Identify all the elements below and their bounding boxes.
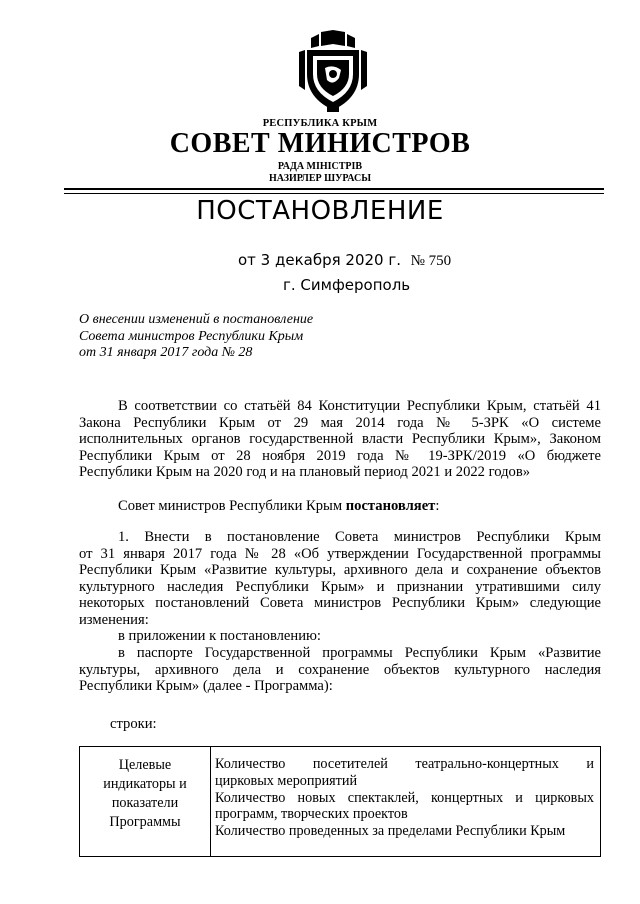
date-line	[238, 251, 451, 270]
resolves-keyword: постановляет	[345, 498, 436, 514]
paragraph-line: культурного наследия Республики Крым» и признании утратившими силу	[79, 578, 601, 595]
paragraph-line: В соответствии со статьёй 84 Конституции Республики Крым, статьёй 41	[118, 398, 601, 414]
document-subject	[79, 312, 313, 362]
cell-line: Целевые	[118, 757, 172, 773]
document-number: № 750	[410, 253, 452, 269]
document-date: от 3 декабря 2020 г.	[238, 251, 402, 269]
crimea-coat-of-arms-icon	[297, 30, 369, 114]
council-name: СОВЕТ МИНИСТРОВ	[169, 128, 471, 159]
cell-line: Количество новых спектаклей, концертных и цирковых	[215, 789, 594, 806]
item-1-paragraph	[79, 529, 601, 628]
subject-line: Совета министров Республики Крым	[79, 328, 304, 344]
resolves-text: Совет министров Республики Крым	[118, 498, 346, 514]
passport-paragraph	[79, 645, 601, 695]
paragraph-line: Республики Крым «Развитие культуры, архивного дела и сохранение объектов	[79, 562, 601, 578]
paragraph-line: изменения:	[79, 611, 149, 628]
rows-label: строки:	[110, 716, 157, 732]
cell-line: Количество проведенных за пределами Республики Крым	[215, 823, 566, 840]
paragraph-line: Республики Крым от 28 ноября 2019 года № 19-ЗРК/2019 «О бюджете	[79, 447, 601, 464]
paragraph-line: 1. Внести в постановление Совета министров Республики Крым	[118, 529, 601, 545]
cell-line: Программы	[109, 814, 181, 830]
paragraph-line: некоторых постановлений Совета министров Республики Крым» следующие	[79, 595, 601, 611]
paragraph-line: Республики Крым на 2020 год и на плановый период 2021 и 2022 годов»	[79, 464, 531, 480]
cell-line: индикаторы и	[103, 776, 187, 792]
cell-line: цирковых мероприятий	[215, 772, 358, 789]
header-rule-thin	[64, 193, 604, 194]
cell-line: программ, творческих проектов	[215, 806, 408, 823]
table-cell-content	[211, 747, 601, 857]
council-name-ukrainian: РАДА МІНІСТРІВ	[277, 161, 363, 172]
header-rule-thick	[64, 188, 604, 190]
table-cell-label	[80, 747, 211, 857]
paragraph-line: исполнительных органов государственной власти Республики Крым», Законом	[79, 431, 601, 447]
paragraph-line: в паспорте Государственной программы Республики Крым «Развитие	[118, 645, 601, 661]
appendix-line: в приложении к постановлению:	[118, 628, 321, 644]
resolves-colon: :	[435, 498, 440, 514]
basis-paragraph	[79, 398, 601, 481]
subject-line: от 31 января 2017 года № 28	[79, 345, 253, 360]
republic-name: РЕСПУБЛИКА КРЫМ	[262, 118, 378, 129]
table-row	[80, 747, 601, 857]
paragraph-line: Республики Крым» (далее - Программа):	[79, 678, 333, 694]
cell-line: показатели	[111, 795, 179, 811]
paragraph-line: культуры, архивного дела и сохранение объектов культурного наследия	[79, 661, 601, 678]
cell-line: Количество посетителей театрально-концертных и	[215, 756, 594, 772]
paragraph-line: Закона Республики Крым от 29 мая 2014 года № 5-ЗРК «О системе	[79, 414, 601, 431]
paragraph-line: от 31 января 2017 года № 28 «Об утверждении Государственной программы	[79, 545, 601, 562]
document-title: ПОСТАНОВЛЕНИЕ	[196, 196, 444, 226]
document-city: г. Симферополь	[283, 276, 411, 294]
resolves-line	[118, 498, 439, 515]
council-name-crimean-tatar: НАЗИРЛЕР ШУРАСЫ	[268, 173, 372, 184]
program-indicators-table	[79, 746, 601, 857]
subject-line: О внесении изменений в постановление	[79, 312, 314, 327]
